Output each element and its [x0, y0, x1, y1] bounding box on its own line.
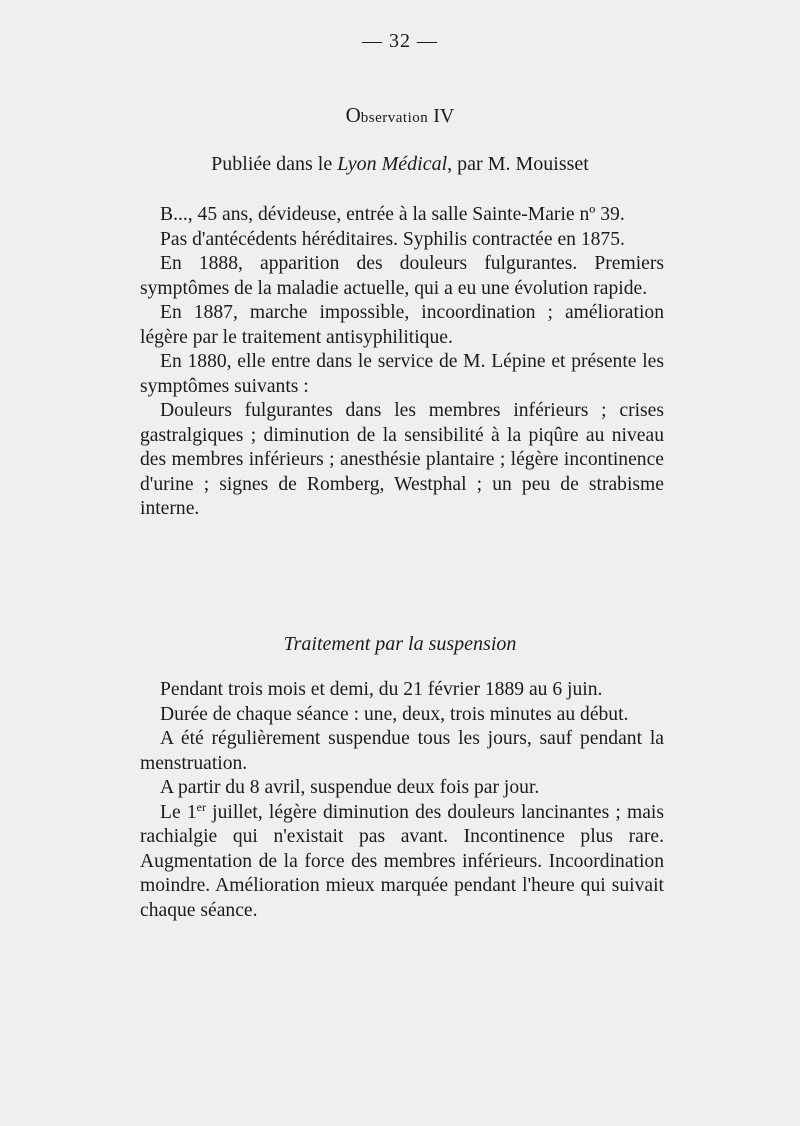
paragraph: Douleurs fulgurantes dans les membres inférieurs ; crises gastralgiques ; diminution de la sensibilité à la piqûre au niveau des membres inférieurs ; anesthésie plantaire ; légère incontinence d'urine ; signes de Romberg, Westphal ; un peu de strabisme interne.: [140, 400, 664, 519]
publication-line-after: , par M. Mouisset: [447, 153, 589, 175]
paragraph: Durée de chaque séance : une, deux, trois minutes au début.: [160, 703, 629, 725]
section-title: Traitement par la suspension: [283, 633, 517, 655]
ordinal-superscript: er: [196, 799, 206, 814]
page-number: — 32 —: [362, 30, 438, 52]
heading-smallcaps: bservation: [360, 110, 429, 126]
paragraph-last: [140, 801, 664, 924]
journal-name: Lyon Médical: [337, 153, 448, 175]
paragraph: A été régulièrement suspendue tous les jours, sauf pendant la menstruation.: [140, 728, 664, 774]
heading-initial: O: [345, 103, 361, 127]
observation-body: [140, 203, 664, 522]
treatment-body: [140, 678, 664, 923]
paragraph: B..., 45 ans, dévideuse, entrée à la salle Sainte-Marie nº 39.: [160, 204, 625, 225]
heading-numeral: IV: [433, 105, 455, 127]
paragraph: Pas d'antécédents héréditaires. Syphilis contractée en 1875.: [160, 228, 625, 250]
observation-heading: [0, 103, 800, 128]
paragraph-text: juillet, légère diminution des douleurs lancinantes ; mais rachialgie qui n'existait pas avant. Incontinence plus rare. Augmentation de la force des membres inférieurs. Incoordination moindre. Amélioration mieux marquée pendant l'heure qui suivait chaque séance.: [140, 801, 664, 921]
paragraph: A partir du 8 avril, suspendue deux fois par jour.: [160, 777, 540, 798]
paragraph: En 1888, apparition des douleurs fulgurantes. Premiers symptômes de la maladie actuelle, qui a eu une évolution rapide.: [140, 253, 664, 299]
paragraph: En 1880, elle entre dans le service de M. Lépine et présente les symptômes suivants :: [140, 351, 664, 397]
paragraph: En 1887, marche impossible, incoordination ; amélioration légère par le traitement antisyphilitique.: [140, 302, 664, 348]
paragraph: Pendant trois mois et demi, du 21 février 1889 au 6 juin.: [160, 679, 603, 700]
paragraph-prefix: Le 1: [160, 801, 197, 823]
publication-line-before: Publiée dans le: [211, 153, 338, 175]
publication-line: [0, 153, 800, 176]
